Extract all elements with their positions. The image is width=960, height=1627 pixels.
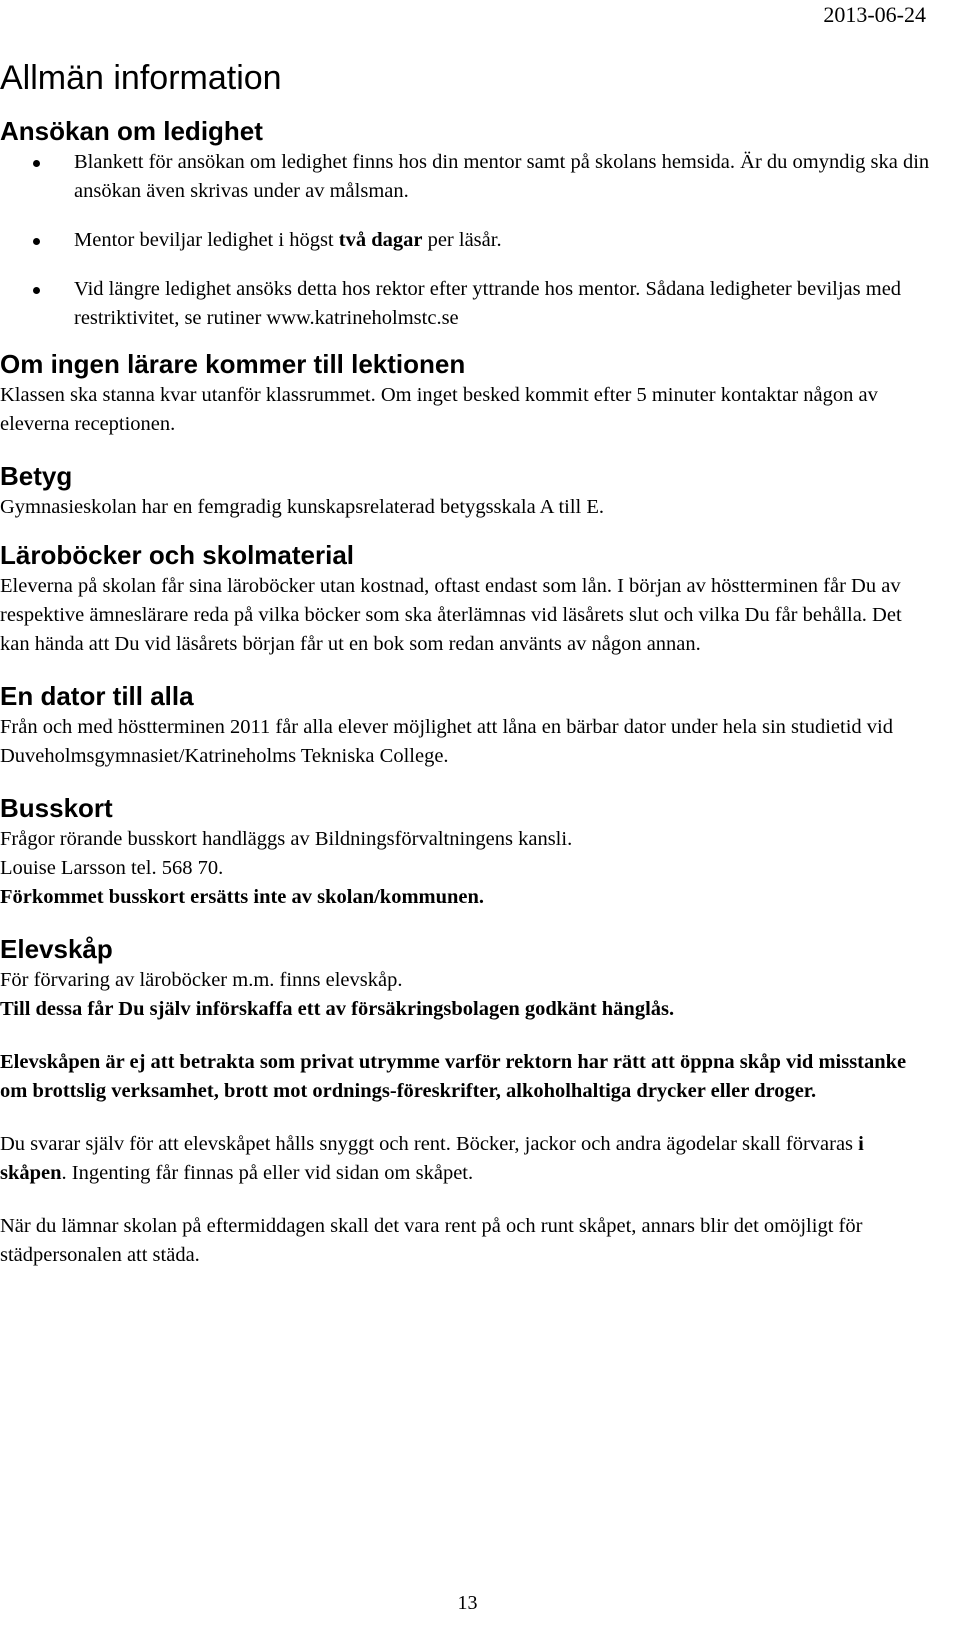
section-text-betyg: Gymnasieskolan har en femgradig kunskapsrelaterad betygsskala A till E. bbox=[0, 496, 605, 518]
section-heading-larobocker: Läroböcker och skolmaterial bbox=[0, 540, 355, 570]
elevskap-paragraph-2: Du svarar själv för att elevskåpet hålls snyggt och rent. Böcker, jackor och andra ägodelar skall förvaras i skåpen. Ingenting får finnas på eller vid sidan om skåpet. bbox=[0, 1133, 864, 1184]
list-item bbox=[74, 148, 935, 206]
document-body bbox=[0, 54, 935, 1270]
elevskap-line-1: För förvaring av läroböcker m.m. finns elevskåp. bbox=[0, 969, 403, 991]
elevskap-paragraph-3: När du lämnar skolan på eftermiddagen skall det vara rent på och runt skåpet, annars blir det omöjligt för städpersonalen att städa. bbox=[0, 1215, 863, 1266]
list-item-text: Mentor beviljar ledighet i högst bbox=[74, 229, 339, 251]
busskort-line-2: Louise Larsson tel. 568 70. bbox=[0, 857, 224, 879]
bullet-icon bbox=[33, 160, 40, 167]
bullet-icon bbox=[33, 238, 40, 245]
elevskap-bold-line: Till dessa får Du själv införskaffa ett av försäkringsbolagen godkänt hänglås. bbox=[0, 998, 675, 1020]
list-item bbox=[74, 226, 935, 255]
bullet-icon bbox=[33, 287, 40, 294]
elevskap-bold-paragraph: Elevskåpen är ej att betrakta som privat utrymme varför rektorn har rätt att öppna skåp vid misstanke om brottslig verksamhet, brott mot ordnings-föreskrifter, alkoholhaltiga drycker eller droger. bbox=[0, 1051, 907, 1102]
section-heading-busskort: Busskort bbox=[0, 793, 113, 823]
section-heading-elevskap: Elevskåp bbox=[0, 934, 113, 964]
list-item-text: Blankett för ansökan om ledighet finns hos din mentor samt på skolans hemsida. Är du omyndig ska din ansökan även skrivas under av målsman. bbox=[74, 151, 930, 202]
section-heading-betyg: Betyg bbox=[0, 461, 73, 491]
section-heading-lektionen: Om ingen lärare kommer till lektionen bbox=[0, 349, 466, 379]
list-item-text: per läsår. bbox=[422, 229, 502, 251]
page-number: 13 bbox=[457, 1592, 478, 1614]
list-item-text: Vid längre ledighet ansöks detta hos rektor efter yttrande hos mentor. Sådana ledigheter beviljas med restriktivitet, se rutiner www.katrineholmstc.se bbox=[74, 278, 902, 329]
section-text-lektionen: Klassen ska stanna kvar utanför klassrummet. Om inget besked kommit efter 5 minuter kontaktar någon av eleverna receptionen. bbox=[0, 384, 878, 435]
section-heading-dator: En dator till alla bbox=[0, 681, 194, 711]
busskort-bold-line: Förkommet busskort ersätts inte av skolan/kommunen. bbox=[0, 886, 485, 908]
ledighet-list bbox=[0, 148, 935, 333]
list-item bbox=[74, 275, 935, 333]
section-heading-ledighet: Ansökan om ledighet bbox=[0, 116, 263, 146]
emphasis-text: två dagar bbox=[338, 229, 423, 251]
page-title: Allmän information bbox=[0, 59, 282, 97]
busskort-line-1: Frågor rörande busskort handläggs av Bildningsförvaltningens kansli. bbox=[0, 828, 573, 850]
section-text-dator: Från och med höstterminen 2011 får alla elever möjlighet att låna en bärbar dator under hela sin studietid vid Duveholmsgymnasiet/Katrineholms Tekniska College. bbox=[0, 716, 893, 767]
document-date: 2013-06-24 bbox=[823, 2, 926, 27]
section-text-larobocker: Eleverna på skolan får sina läroböcker utan kostnad, oftast endast som lån. I början av höstterminen får Du av respektive ämneslärare reda på vilka böcker som ska återlämnas vid läsårets slut och vilka Du får behålla. Det kan hända att Du vid läsårets början får ut en bok som redan använts av någon annan. bbox=[0, 575, 902, 655]
